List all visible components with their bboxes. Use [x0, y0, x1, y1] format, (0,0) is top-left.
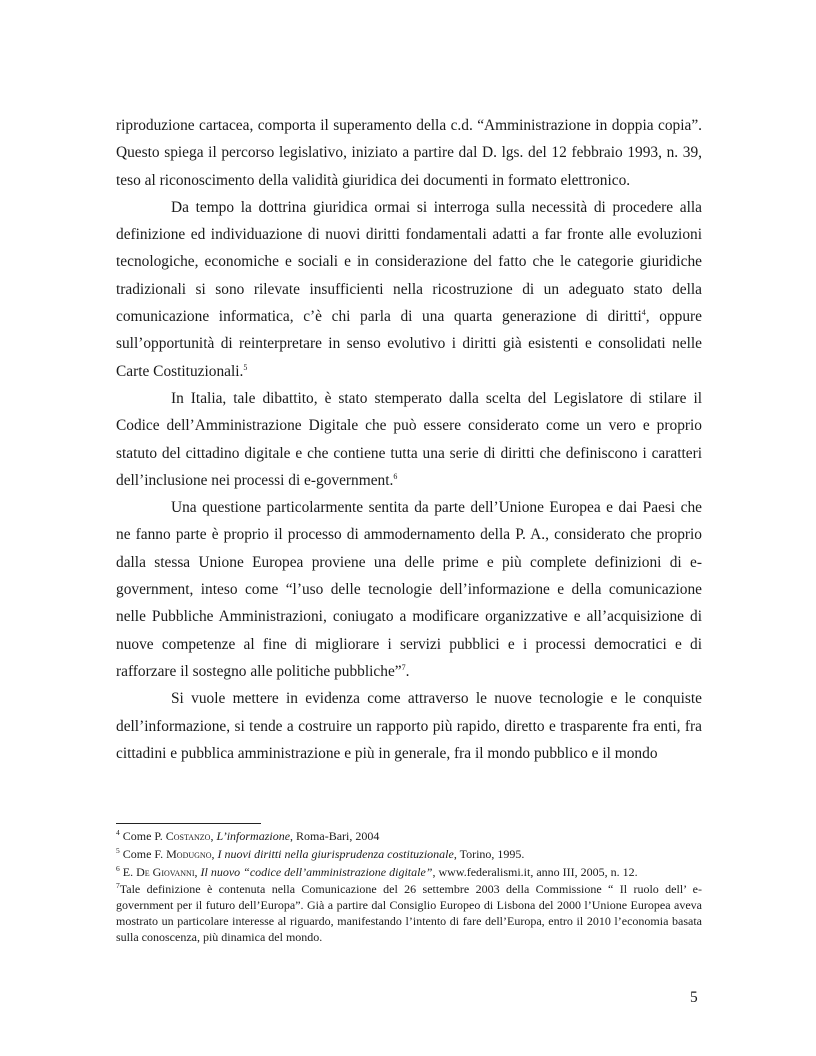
footnote-5-number: 5 [116, 846, 120, 856]
footnote-6-title: Il nuovo “codice dell’amministrazione digitale” [200, 865, 433, 880]
paragraph-2-text-a: Da tempo la dottrina giuridica ormai si interroga sulla necessità di procedere alla definizione ed individuazione di nuovi diritti fondamentali adatti a far fronte alle evoluzioni tecnologiche, economiche e sociali e in considerazione del fatto che le categorie giuridiche tradizionali si sono rilevate insufficienti nella ricostruzione di un adeguato stato della comunicazione informatica, c’è chi parla di una quarta generazione di diritti [116, 198, 702, 326]
paragraph-2 [116, 194, 702, 385]
paragraph-3-text: In Italia, tale dibattito, è stato stemperato dalla scelta del Legislatore di stilare il Codice dell’Amministrazione Digitale che può essere considerato come un vero e proprio statuto del cittadino digitale e che contiene tutta una serie di diritti che definiscono i caratteri dell’inclusione nei processi di e-government. [116, 389, 702, 489]
footnote-ref-7[interactable]: 7 [401, 662, 406, 672]
paragraph-4-end: . [405, 662, 410, 680]
paragraph-3 [116, 385, 702, 494]
footnote-separator [116, 823, 261, 824]
footnote-6-separator: , [194, 865, 201, 880]
footnote-4-prefix: Come P. [119, 829, 166, 843]
footnote-7-number: 7 [116, 880, 120, 890]
footnote-4-title: L’informazione [216, 829, 291, 843]
footnote-5-title: I nuovi diritti nella giurisprudenza costituzionale [217, 847, 454, 862]
footnote-5-prefix: Come F. [119, 847, 167, 862]
paragraph-1 [116, 112, 702, 194]
page-number: 5 [690, 989, 698, 1006]
footnote-6-rest: , www.federalismi.it, anno III, 2005, n. 12. [432, 865, 638, 880]
footnote-5-rest: , Torino, 1995. [453, 847, 525, 862]
footnote-5-separator: , [211, 847, 218, 862]
footnote-4-author: Costanzo [165, 829, 211, 843]
footnote-ref-5[interactable]: 5 [243, 362, 248, 372]
paragraph-5 [116, 685, 702, 767]
footnote-5-author: Modugno [166, 847, 212, 862]
footnote-6-prefix: E. [119, 865, 137, 880]
footnote-ref-4[interactable]: 4 [641, 307, 646, 317]
paragraph-2-text-b: , oppure sull’opportunità di reinterpretare in senso evolutivo i diritti già esistenti e consolidati nelle Carte Costituzionali. [116, 308, 702, 380]
footnote-5 [116, 846, 702, 862]
paragraph-5-text: Si vuole mettere in evidenza come attraverso le nuove tecnologie e le conquiste dell’informazione, si tende a costruire un rapporto più rapido, diretto e trasparente fra enti, fra cittadini e pubblica amministrazione e più in generale, fra il mondo pubblico e il mondo [116, 690, 702, 762]
footnote-7-text: Tale definizione è contenuta nella Comunicazione del 26 settembre 2003 della Commissione “ Il ruolo dell’ e-government per il futuro dell’Europa”. Già a partire dal Consiglio Europeo di Lisbona del 2000 l’Unione Europea aveva mostrato un particolare interesse al riguardo, manifestando l’intento di fare dell’Europa, entro il 2010 l’economia basata sulla conoscenza, più dinamica del mondo. [116, 881, 702, 945]
paragraph-4 [116, 494, 702, 685]
footnote-ref-6[interactable]: 6 [393, 471, 398, 481]
body-text [116, 112, 702, 767]
footnote-4-separator: , [210, 829, 217, 843]
footnote-4 [116, 828, 702, 844]
footnote-6 [116, 864, 702, 880]
footnote-6-number: 6 [116, 864, 120, 874]
paragraph-4-text: Una questione particolarmente sentita da parte dell’Unione Europea e dai Paesi che ne fanno parte è proprio il processo di ammodernamento della P. A., considerato che proprio dalla stessa Unione Europea proviene una delle prime e più complete definizioni di e-government, inteso come “l’uso delle tecnologie dell’informazione e della comunicazione nelle Pubbliche Amministrazioni, coniugato a modificare organizzative e all’acquisizione di nuove competenze al fine di migliorare i servizi pubblici e i processi democratici e di rafforzare il sostegno alle politiche pubbliche” [116, 499, 702, 680]
footnote-6-author: De Giovanni [136, 865, 195, 880]
footnotes [116, 828, 702, 945]
footnote-4-number: 4 [116, 828, 120, 837]
paragraph-1-text: riproduzione cartacea, comporta il superamento della c.d. “Amministrazione in doppia copia”. Questo spiega il percorso legislativo, iniziato a partire dal D. lgs. del 12 febbraio 1993, n. 39, teso al riconoscimento della validità giuridica dei documenti in formato elettronico. [116, 117, 702, 189]
footnote-7 [116, 881, 702, 946]
footnote-4-rest: , Roma-Bari, 2004 [290, 829, 380, 843]
